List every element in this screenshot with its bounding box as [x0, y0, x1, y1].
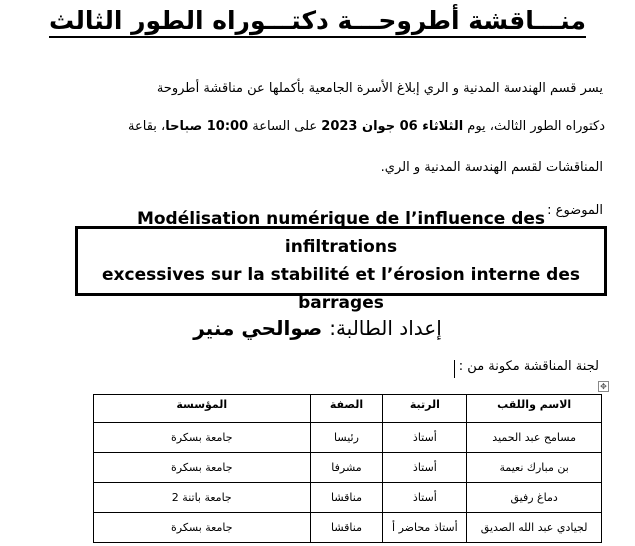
table-header-row [94, 395, 602, 423]
cell-role: رئيسا [310, 423, 383, 453]
header-name: الاسم واللقب [467, 395, 602, 423]
jury-label: لجنة المناقشة مكونة من : [458, 359, 599, 374]
cell-institution: جامعة بسكرة [94, 423, 311, 453]
cell-name: مسامح عبد الحميد [467, 423, 602, 453]
cell-institution: جامعة باتنة 2 [94, 483, 311, 513]
author-name: صوالحي منير [193, 316, 323, 340]
cell-name: بن مبارك نعيمة [467, 453, 602, 483]
defense-time: 10:00 صباحا [165, 119, 249, 134]
paragraph-line-1: يسر قسم الهندسة المدنية و الري إبلاغ الأسرة الجامعية بأكملها عن مناقشة أطروحة [156, 81, 603, 96]
jury-table [93, 394, 602, 543]
header-role: الصفة [310, 395, 383, 423]
text-cursor [454, 360, 455, 378]
paragraph-text: على الساعة [248, 119, 322, 134]
header-rank: الرتبة [383, 395, 467, 423]
paragraph-line-3: المناقشات لقسم الهندسة المدنية و الري. [380, 160, 603, 175]
table-row [94, 423, 602, 453]
move-arrows-icon[interactable]: ✥ [598, 381, 609, 392]
announcement-title [0, 4, 635, 38]
subject-label: الموضوع : [547, 203, 603, 218]
cell-name: دماغ رفيق [467, 483, 602, 513]
paragraph-text: دكتوراه الطور الثالث، يوم [463, 119, 605, 134]
table-row [94, 513, 602, 543]
cell-role: مناقشا [310, 513, 383, 543]
defense-date: الثلاثاء 06 جوان 2023 [321, 119, 464, 134]
cell-institution: جامعة بسكرة [94, 453, 311, 483]
header-institution: المؤسسة [94, 395, 311, 423]
cell-institution: جامعة بسكرة [94, 513, 311, 543]
cell-rank: أستاذ [383, 423, 467, 453]
cell-role: مشرفا [310, 453, 383, 483]
table-row [94, 483, 602, 513]
cell-name: لجيادي عبد الله الصديق [467, 513, 602, 543]
table-row [94, 453, 602, 483]
cell-rank: أستاذ [383, 483, 467, 513]
author-line [0, 316, 635, 340]
subject-line-1: Modélisation numérique de l’influence des infiltrations [136, 209, 546, 257]
title-text: منـــاقشة أطروحـــة دكتـــوراه الطور الثالث [49, 6, 586, 38]
cell-role: مناقشا [310, 483, 383, 513]
author-label: إعداد الطالبة: [329, 316, 442, 340]
subject-line-2: excessives sur la stabilité et l’érosion interne des barrages [102, 265, 580, 313]
paragraph-text: ، بقاعة [128, 119, 166, 134]
paragraph-line-2 [128, 118, 605, 136]
cell-rank: أستاذ [383, 453, 467, 483]
cell-rank: أستاذ محاضر أ [383, 513, 467, 543]
